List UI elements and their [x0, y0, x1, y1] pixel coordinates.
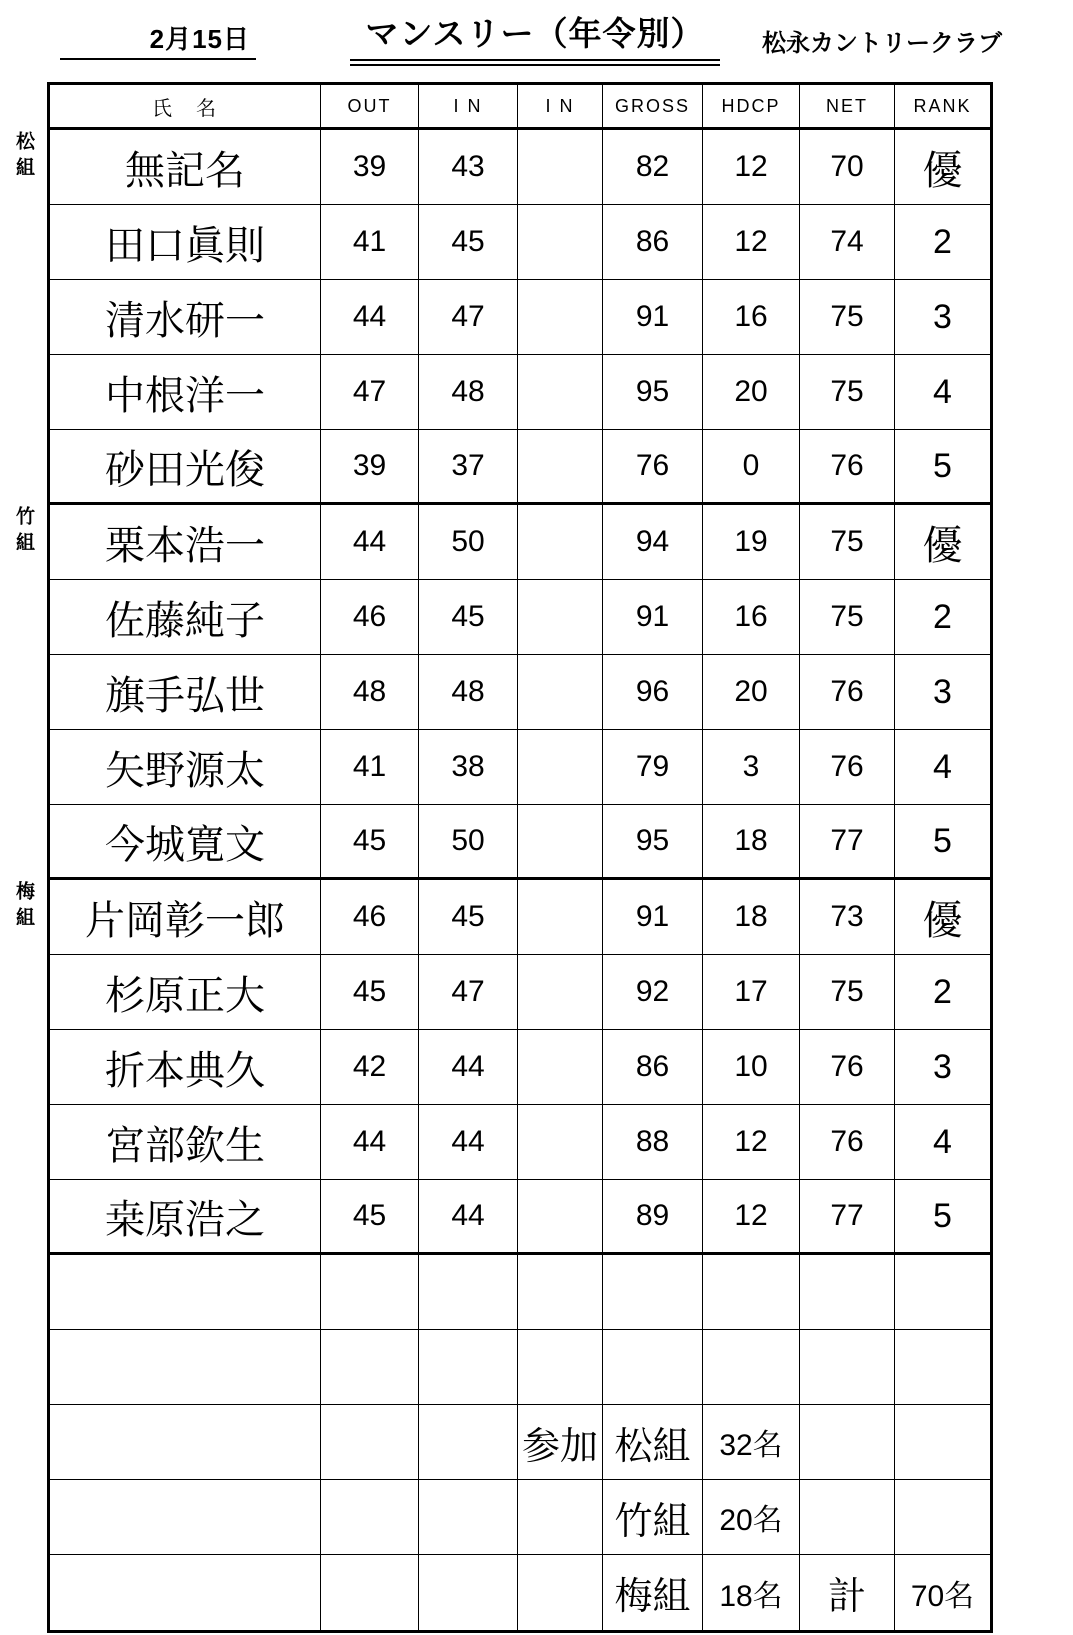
empty-cell — [895, 1480, 990, 1555]
empty-cell — [603, 1255, 703, 1330]
in2-cell — [518, 880, 603, 955]
hdcp-cell: 12 — [703, 130, 800, 205]
gross-cell: 82 — [603, 130, 703, 205]
results-table — [47, 82, 993, 1633]
name-cell: 田口眞則 — [50, 205, 321, 280]
net-cell: 75 — [800, 355, 895, 430]
empty-cell — [321, 1480, 419, 1555]
hdcp-cell: 20 — [703, 355, 800, 430]
name-cell: 栗本浩一 — [50, 505, 321, 580]
participation-label: 参加 — [518, 1405, 603, 1480]
name-cell: 折本典久 — [50, 1030, 321, 1105]
in2-cell — [518, 355, 603, 430]
summary-group-cell: 竹組 — [603, 1480, 703, 1555]
out-cell: 41 — [321, 205, 419, 280]
rank-cell: 優 — [895, 880, 990, 955]
out-cell: 39 — [321, 130, 419, 205]
net-cell: 76 — [800, 1105, 895, 1180]
net-cell: 75 — [800, 955, 895, 1030]
total-label: 計 — [800, 1555, 895, 1630]
empty-cell — [50, 1255, 321, 1330]
net-cell: 77 — [800, 1180, 895, 1255]
name-cell: 清水研一 — [50, 280, 321, 355]
empty-cell — [518, 1480, 603, 1555]
empty-cell — [50, 1330, 321, 1405]
empty-cell — [703, 1330, 800, 1405]
gross-cell: 86 — [603, 1030, 703, 1105]
rank-cell: 2 — [895, 580, 990, 655]
out-cell: 46 — [321, 880, 419, 955]
hdcp-cell: 12 — [703, 205, 800, 280]
in1-cell: 48 — [419, 355, 518, 430]
empty-cell — [50, 1555, 321, 1630]
column-header-rank: RANK — [895, 85, 990, 130]
net-cell: 77 — [800, 805, 895, 880]
empty-cell — [321, 1555, 419, 1630]
net-cell: 76 — [800, 430, 895, 505]
rank-cell: 4 — [895, 355, 990, 430]
rank-cell: 2 — [895, 205, 990, 280]
empty-cell — [895, 1330, 990, 1405]
empty-cell — [518, 1330, 603, 1405]
rank-cell: 3 — [895, 655, 990, 730]
net-cell: 76 — [800, 730, 895, 805]
rank-cell: 5 — [895, 805, 990, 880]
out-cell: 44 — [321, 1105, 419, 1180]
gross-cell: 86 — [603, 205, 703, 280]
rank-cell: 5 — [895, 430, 990, 505]
page-title-text: マンスリー（年令別） — [365, 15, 705, 52]
empty-cell — [321, 1330, 419, 1405]
summary-count-cell: 20名 — [703, 1480, 800, 1555]
rank-cell: 4 — [895, 730, 990, 805]
hdcp-cell: 16 — [703, 580, 800, 655]
gross-cell: 91 — [603, 580, 703, 655]
empty-cell — [800, 1480, 895, 1555]
event-date — [60, 20, 256, 60]
in2-cell — [518, 1030, 603, 1105]
empty-cell — [321, 1405, 419, 1480]
in1-cell: 44 — [419, 1030, 518, 1105]
in2-cell — [518, 580, 603, 655]
in1-cell: 37 — [419, 430, 518, 505]
gross-cell: 92 — [603, 955, 703, 1030]
in1-cell: 43 — [419, 130, 518, 205]
in2-cell — [518, 805, 603, 880]
name-cell: 無記名 — [50, 130, 321, 205]
in1-cell: 45 — [419, 880, 518, 955]
out-cell: 44 — [321, 505, 419, 580]
gross-cell: 95 — [603, 805, 703, 880]
group-label-matsu: 松組 — [13, 131, 34, 183]
name-cell: 片岡彰一郎 — [50, 880, 321, 955]
in2-cell — [518, 505, 603, 580]
in1-cell: 44 — [419, 1105, 518, 1180]
summary-group-cell: 松組 — [603, 1405, 703, 1480]
out-cell: 45 — [321, 805, 419, 880]
summary-group-cell: 梅組 — [603, 1555, 703, 1630]
in2-cell — [518, 130, 603, 205]
gross-cell: 91 — [603, 280, 703, 355]
net-cell: 74 — [800, 205, 895, 280]
empty-cell — [419, 1405, 518, 1480]
rank-cell: 2 — [895, 955, 990, 1030]
name-cell: 佐藤純子 — [50, 580, 321, 655]
hdcp-cell: 3 — [703, 730, 800, 805]
hdcp-cell: 18 — [703, 880, 800, 955]
empty-cell — [50, 1405, 321, 1480]
out-cell: 44 — [321, 280, 419, 355]
empty-cell — [800, 1330, 895, 1405]
gross-cell: 91 — [603, 880, 703, 955]
hdcp-cell: 0 — [703, 430, 800, 505]
in2-cell — [518, 730, 603, 805]
event-date-text: 2月15日 — [149, 24, 250, 54]
name-cell: 砂田光俊 — [50, 430, 321, 505]
column-header-in2: I N — [518, 85, 603, 130]
net-cell: 76 — [800, 655, 895, 730]
column-header-net: NET — [800, 85, 895, 130]
out-cell: 41 — [321, 730, 419, 805]
net-cell: 75 — [800, 505, 895, 580]
net-cell: 75 — [800, 580, 895, 655]
in1-cell: 50 — [419, 505, 518, 580]
in1-cell: 47 — [419, 280, 518, 355]
in1-cell: 48 — [419, 655, 518, 730]
empty-cell — [321, 1255, 419, 1330]
empty-cell — [895, 1405, 990, 1480]
empty-cell — [800, 1405, 895, 1480]
name-cell: 杉原正大 — [50, 955, 321, 1030]
out-cell: 48 — [321, 655, 419, 730]
in1-cell: 38 — [419, 730, 518, 805]
gross-cell: 76 — [603, 430, 703, 505]
in2-cell — [518, 1105, 603, 1180]
club-name-text: 松永カントリークラブ — [762, 30, 1002, 57]
column-header-gross: GROSS — [603, 85, 703, 130]
rank-cell: 3 — [895, 1030, 990, 1105]
name-cell: 旗手弘世 — [50, 655, 321, 730]
page-title — [350, 14, 720, 66]
net-cell: 76 — [800, 1030, 895, 1105]
name-cell: 宮部欽生 — [50, 1105, 321, 1180]
group-label-take: 竹組 — [13, 506, 34, 558]
gross-cell: 95 — [603, 355, 703, 430]
in1-cell: 44 — [419, 1180, 518, 1255]
empty-cell — [603, 1330, 703, 1405]
in2-cell — [518, 955, 603, 1030]
empty-cell — [419, 1555, 518, 1630]
column-header-hdcp: HDCP — [703, 85, 800, 130]
in2-cell — [518, 280, 603, 355]
net-cell: 73 — [800, 880, 895, 955]
column-header-name: 氏 名 — [50, 85, 321, 130]
out-cell: 46 — [321, 580, 419, 655]
hdcp-cell: 12 — [703, 1180, 800, 1255]
name-cell: 今城寛文 — [50, 805, 321, 880]
in1-cell: 47 — [419, 955, 518, 1030]
total-count: 70名 — [910, 1579, 975, 1613]
empty-cell — [419, 1330, 518, 1405]
rank-cell: 優 — [895, 505, 990, 580]
hdcp-cell: 10 — [703, 1030, 800, 1105]
rank-cell: 5 — [895, 1180, 990, 1255]
empty-cell — [895, 1255, 990, 1330]
empty-cell — [419, 1480, 518, 1555]
in1-cell: 50 — [419, 805, 518, 880]
name-cell: 矢野源太 — [50, 730, 321, 805]
empty-cell — [518, 1555, 603, 1630]
out-cell: 47 — [321, 355, 419, 430]
summary-count-cell: 18名 — [703, 1555, 800, 1630]
in2-cell — [518, 205, 603, 280]
rank-cell: 3 — [895, 280, 990, 355]
net-cell: 75 — [800, 280, 895, 355]
name-cell: 中根洋一 — [50, 355, 321, 430]
in2-cell — [518, 655, 603, 730]
in2-cell — [518, 1180, 603, 1255]
column-header-out: OUT — [321, 85, 419, 130]
rank-cell: 4 — [895, 1105, 990, 1180]
column-header-in1: I N — [419, 85, 518, 130]
rank-cell: 優 — [895, 130, 990, 205]
out-cell: 45 — [321, 955, 419, 1030]
gross-cell: 94 — [603, 505, 703, 580]
empty-cell — [518, 1255, 603, 1330]
hdcp-cell: 19 — [703, 505, 800, 580]
empty-cell — [703, 1255, 800, 1330]
summary-count-cell: 32名 — [703, 1405, 800, 1480]
hdcp-cell: 16 — [703, 280, 800, 355]
out-cell: 42 — [321, 1030, 419, 1105]
in2-cell — [518, 430, 603, 505]
empty-cell — [419, 1255, 518, 1330]
net-cell: 70 — [800, 130, 895, 205]
in1-cell: 45 — [419, 205, 518, 280]
club-name — [762, 28, 1012, 58]
group-label-ume: 梅組 — [13, 881, 34, 933]
hdcp-cell: 18 — [703, 805, 800, 880]
hdcp-cell: 20 — [703, 655, 800, 730]
gross-cell: 79 — [603, 730, 703, 805]
name-cell: 桒原浩之 — [50, 1180, 321, 1255]
gross-cell: 89 — [603, 1180, 703, 1255]
hdcp-cell: 17 — [703, 955, 800, 1030]
empty-cell — [50, 1480, 321, 1555]
gross-cell: 96 — [603, 655, 703, 730]
hdcp-cell: 12 — [703, 1105, 800, 1180]
out-cell: 39 — [321, 430, 419, 505]
empty-cell — [800, 1255, 895, 1330]
in1-cell: 45 — [419, 580, 518, 655]
gross-cell: 88 — [603, 1105, 703, 1180]
out-cell: 45 — [321, 1180, 419, 1255]
